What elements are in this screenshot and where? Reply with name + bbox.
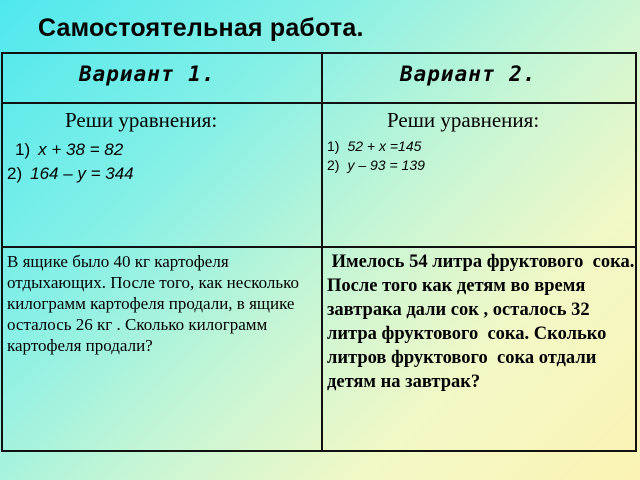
- column-divider: [321, 54, 323, 450]
- variant-1-header: Вариант 1.: [79, 62, 216, 86]
- variant-2-header: Вариант 2.: [400, 62, 537, 86]
- header-row-divider: [3, 102, 635, 104]
- task-row-divider: [3, 246, 635, 248]
- variant-1-subheading: Реши уравнения:: [65, 108, 218, 132]
- page-title: Самостоятельная работа.: [38, 14, 364, 42]
- equation-number: 2): [327, 157, 340, 173]
- variant-1-equation-1: [15, 140, 123, 160]
- variant-2-subheading: Реши уравнения:: [387, 108, 540, 132]
- variant-1-word-problem: В ящике было 40 кг картофеля отдыхающих. После того, как несколько килограмм картофеля продали, в ящике осталось 26 кг . Сколько килограмм картофеля продали?: [7, 252, 300, 355]
- variant-2-word-problem: Имелось 54 литра фруктового сока. После того как детям во время завтрака дали сок , осталось 32 литра фруктового сока. Сколько литров фруктового сока отдали детям на завтрак?: [327, 252, 639, 392]
- equation-text: 52 + x =145: [347, 138, 422, 154]
- equation-number: 1): [15, 140, 31, 159]
- variant-2-equation-2: [327, 157, 425, 173]
- equation-text: y – 93 = 139: [347, 157, 425, 173]
- equation-number: 2): [7, 164, 23, 183]
- variant-2-equation-1: [327, 138, 421, 154]
- equation-text: 164 – y = 344: [30, 164, 134, 183]
- variant-1-equation-2: [7, 164, 134, 184]
- equation-number: 1): [327, 138, 340, 154]
- assignment-table: [1, 52, 637, 452]
- equation-text: x + 38 = 82: [38, 140, 124, 159]
